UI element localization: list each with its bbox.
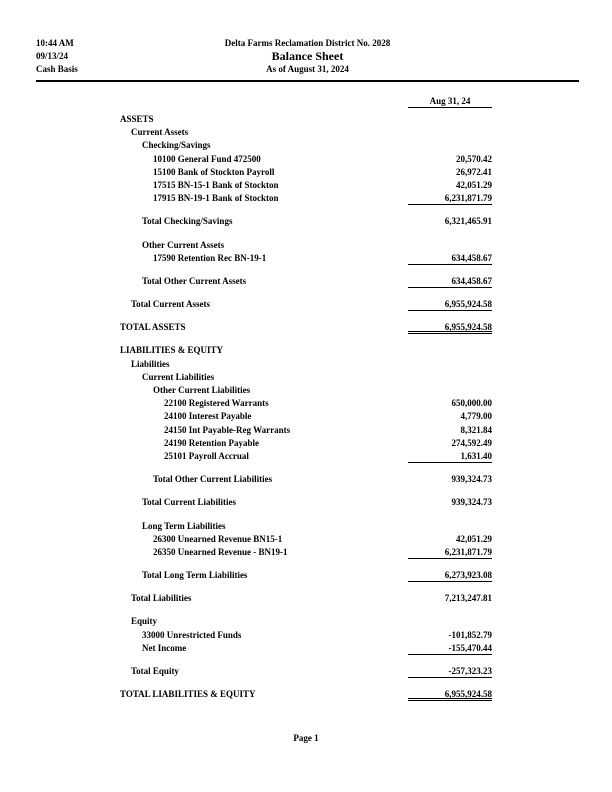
table-row: [120, 344, 492, 357]
row-label: Liabilities: [131, 358, 170, 369]
table-row: [120, 215, 492, 228]
row-amount: 939,324.73: [451, 474, 492, 485]
row-label: Current Liabilities: [142, 371, 215, 382]
table-row: [120, 192, 492, 205]
row-label: Total Current Liabilities: [142, 497, 237, 508]
table-row: [120, 665, 492, 678]
row-amount: -257,323.23: [408, 665, 492, 678]
report-time: 10:44 AM: [36, 38, 74, 48]
row-amount: 42,051.29: [456, 533, 492, 544]
row-label: TOTAL LIABILITIES & EQUITY: [120, 689, 256, 700]
row-amount: 20,570.42: [456, 153, 492, 164]
company-name: Delta Farms Reclamation District No. 2028: [224, 38, 391, 48]
table-row: [120, 615, 492, 628]
table-row: [120, 371, 492, 384]
row-amount: 8,321.84: [460, 424, 492, 435]
table-row: [120, 450, 492, 463]
row-amount: 650,000.00: [451, 398, 492, 409]
row-label: LIABILITIES & EQUITY: [120, 345, 224, 356]
row-amount: 4,779.00: [460, 411, 492, 422]
report-basis: Cash Basis: [36, 64, 78, 74]
page-number: Page 1: [293, 733, 319, 743]
table-row: [120, 239, 492, 252]
table-row: [120, 275, 492, 288]
row-label: Net Income: [142, 642, 187, 653]
report-subtitle: As of August 31, 2024: [266, 64, 349, 74]
row-label: 33000 Unrestricted Funds: [142, 629, 242, 640]
table-row: [120, 410, 492, 423]
row-label: Total Other Current Assets: [142, 275, 247, 286]
table-row: [120, 384, 492, 397]
row-label: 26350 Unearned Revenue - BN19-1: [153, 546, 288, 557]
table-row: [120, 153, 492, 166]
table-row: [120, 179, 492, 192]
row-label: Equity: [131, 616, 158, 627]
report-title: Balance Sheet: [271, 49, 344, 63]
header-titles: [36, 37, 579, 75]
row-amount: 274,592.49: [451, 437, 492, 448]
table-row: [120, 592, 492, 605]
row-label: Total Liabilities: [131, 593, 192, 604]
row-label: 26300 Unearned Revenue BN15-1: [153, 533, 283, 544]
row-amount: 6,231,871.79: [408, 546, 492, 559]
row-amount: 6,231,871.79: [408, 192, 492, 205]
row-label: TOTAL ASSETS: [120, 322, 186, 333]
table-row: [120, 437, 492, 450]
row-label: 24100 Interest Payable: [164, 411, 252, 422]
table-row: [120, 139, 492, 152]
table-row: [120, 166, 492, 179]
row-label: 17515 BN-15-1 Bank of Stockton: [153, 179, 279, 190]
row-label: Long Term Liabilities: [142, 520, 226, 531]
row-amount: 634,458.67: [408, 275, 492, 288]
row-amount: 7,213,247.81: [444, 593, 492, 604]
row-amount: 6,955,924.58: [408, 321, 492, 334]
row-label: Total Long Term Liabilities: [142, 570, 248, 581]
table-row: [120, 642, 492, 655]
table-row: [120, 424, 492, 437]
header-divider: [36, 80, 579, 82]
row-amount: 6,273,923.08: [408, 569, 492, 582]
row-label: 17590 Retention Rec BN-19-1: [153, 252, 267, 263]
column-header: Aug 31, 24: [408, 96, 492, 108]
row-label: Other Current Liabilities: [153, 385, 251, 395]
row-amount: 939,324.73: [451, 497, 492, 508]
row-amount: 6,955,924.58: [408, 298, 492, 311]
report-header: [36, 37, 579, 81]
table-row: [120, 688, 492, 701]
table-row: [120, 473, 492, 486]
row-label: 22100 Registered Warrants: [164, 398, 269, 409]
row-amount: -101,852.79: [448, 629, 492, 640]
row-label: 25101 Payroll Accrual: [164, 450, 249, 461]
table-row: [120, 569, 492, 582]
table-row: [120, 113, 492, 126]
row-amount: 6,321,465.91: [444, 216, 492, 227]
row-amount: 634,458.67: [408, 252, 492, 265]
row-amount: -155,470.44: [408, 642, 492, 655]
table-row: [120, 298, 492, 311]
row-amount: 42,051.29: [456, 179, 492, 190]
row-amount: 6,955,924.58: [408, 688, 492, 701]
row-label: Total Other Current Liabilities: [153, 474, 273, 485]
row-label: Total Equity: [131, 666, 179, 676]
row-label: Current Assets: [131, 127, 189, 138]
table-row: [120, 546, 492, 559]
table-row: [120, 321, 492, 334]
balance-sheet-table: [120, 113, 492, 701]
table-row: [120, 358, 492, 371]
report-date: 09/13/24: [36, 51, 69, 61]
table-row: [120, 397, 492, 410]
table-row: [120, 126, 492, 139]
row-amount: 26,972.41: [456, 166, 492, 177]
table-row: [120, 252, 492, 265]
table-row: [120, 520, 492, 533]
row-label: ASSETS: [120, 114, 154, 124]
row-label: Other Current Assets: [142, 239, 225, 250]
row-label: 24190 Retention Payable: [164, 437, 259, 448]
row-label: 15100 Bank of Stockton Payroll: [153, 166, 275, 177]
table-row: [120, 533, 492, 546]
row-label: Total Current Assets: [131, 299, 211, 310]
table-row: [120, 629, 492, 642]
table-row: [120, 496, 492, 509]
row-label: 24150 Int Payable-Reg Warrants: [164, 424, 291, 435]
row-label: 10100 General Fund 472500: [153, 153, 261, 164]
row-amount: 1,631.40: [408, 450, 492, 463]
row-label: Total Checking/Savings: [142, 216, 233, 227]
row-label: Checking/Savings: [142, 140, 211, 151]
row-label: 17915 BN-19-1 Bank of Stockton: [153, 193, 279, 204]
